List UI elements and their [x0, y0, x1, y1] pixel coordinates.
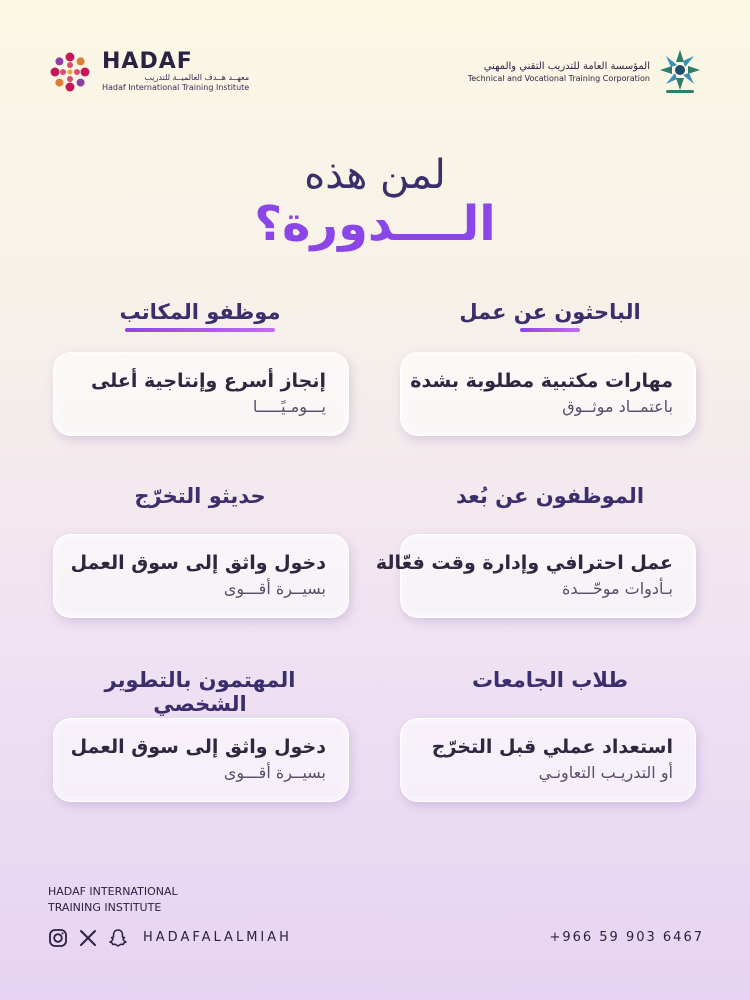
heading-text: حديثو التخرّج — [134, 484, 266, 508]
footer-institute-name — [48, 884, 178, 916]
partner-name-ar: المؤسسة العامة للتدريب التقني والمهني — [483, 61, 650, 72]
benefit-card-remote — [375, 534, 696, 618]
benefit-card-personal-dev — [53, 718, 349, 802]
heading-text: الموظفون عن بُعد — [455, 484, 645, 508]
benefit-card-jobseekers — [400, 352, 696, 436]
x-icon[interactable] — [78, 928, 98, 948]
audience-heading-graduates — [60, 484, 340, 516]
card-line-1: عمل احترافي وإدارة وقت فعّالة — [375, 552, 673, 574]
card-line-2: بسيــرة أقـــوى — [223, 579, 326, 598]
phone-number[interactable]: +966 59 903 6467 — [549, 930, 704, 945]
heading-text: طلاب الجامعات — [471, 668, 629, 692]
card-line-2: أو التدريـب التعاونـي — [538, 763, 673, 782]
brand-name-ar: معهــد هــدف العالميــة للتدريب — [144, 73, 250, 82]
social-icons — [48, 928, 128, 948]
card-line-1: إنجاز أسرع وإنتاجية أعلى — [90, 370, 326, 392]
card-line-2: بـأدوات موحّـــدة — [561, 579, 673, 598]
hadaf-flower-icon — [46, 48, 94, 96]
tvtc-emblem-icon — [658, 48, 702, 96]
footer-name-line-2: TRAINING INSTITUTE — [48, 901, 162, 914]
card-line-2: باعتمــاد موثــوق — [562, 397, 673, 416]
card-line-1: مهارات مكتبية مطلوبة بشدة — [410, 370, 673, 392]
title-line-2: الــــدورة؟ — [254, 196, 496, 252]
card-line-1: استعداد عملي قبل التخرّج — [431, 736, 673, 758]
heading-text: المهتمون بالتطوير الشخصي — [104, 668, 296, 716]
audience-heading-jobseekers — [410, 300, 690, 332]
hadaf-logo — [46, 42, 249, 102]
snapchat-icon[interactable] — [108, 928, 128, 948]
card-line-2: يـــومـيًـــــا — [252, 397, 326, 416]
instagram-icon[interactable] — [48, 928, 68, 948]
card-line-1: دخول واثق إلى سوق العمل — [70, 552, 326, 574]
benefit-card-graduates — [53, 534, 349, 618]
heading-text: موظفو المكاتب — [119, 300, 281, 324]
audience-heading-remote — [410, 484, 690, 516]
heading-underline — [520, 328, 580, 332]
brand-name: HADAF — [102, 49, 193, 74]
benefit-card-university — [400, 718, 696, 802]
title-line-1: لمن هذه — [304, 152, 446, 198]
social-handle[interactable]: HADAFALALMIAH — [143, 930, 292, 945]
tvtc-logo — [468, 42, 702, 102]
benefit-card-office — [53, 352, 349, 436]
audience-heading-university — [410, 668, 690, 700]
card-line-1: دخول واثق إلى سوق العمل — [70, 736, 326, 758]
card-line-2: بسيــرة أقـــوى — [223, 763, 326, 782]
footer-name-line-1: HADAF INTERNATIONAL — [48, 885, 178, 898]
audience-heading-personal-dev — [60, 668, 340, 724]
audience-heading-office — [60, 300, 340, 332]
heading-underline — [125, 328, 275, 332]
brand-name-en: Hadaf International Training Institute — [102, 83, 250, 92]
heading-text: الباحثون عن عمل — [459, 300, 641, 324]
partner-name-en: Technical and Vocational Training Corporation — [467, 74, 650, 83]
